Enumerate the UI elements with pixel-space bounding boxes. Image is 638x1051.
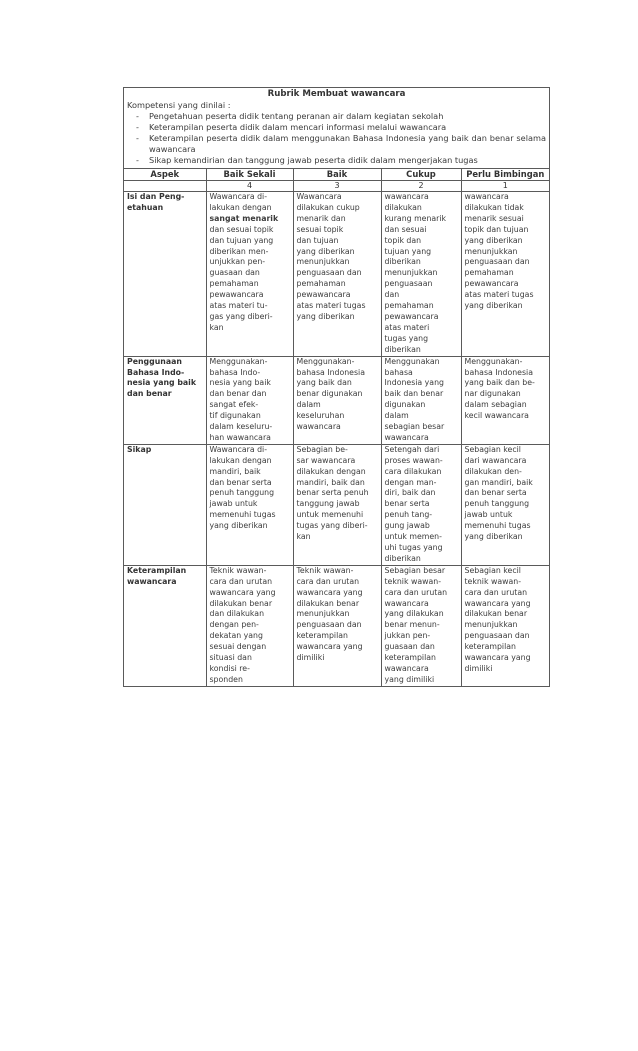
cell-line: pewawancara	[296, 290, 351, 300]
cell-line: wawancara yang	[296, 642, 363, 652]
row-isi-pengetahuan	[124, 192, 549, 357]
cell-line: dalam sebagian	[464, 400, 527, 410]
cell-line: Teknik wawan-	[296, 565, 354, 575]
cell-baik-sekali	[206, 444, 293, 565]
cell-line: wawancara yang	[464, 653, 531, 663]
cell-line: dilakukan den-	[464, 466, 522, 476]
cell-line: tugas yang diberi-	[296, 521, 368, 531]
cell-line: baik dan benar	[384, 389, 444, 399]
rubric-document	[123, 87, 550, 687]
cell-line: dimiliki	[296, 653, 325, 663]
cell-line: wawancara	[384, 192, 429, 201]
cell-line: atas materi tu-	[209, 301, 268, 311]
cell-line: benar serta	[384, 499, 430, 509]
cell-line: Wawancara di-	[209, 444, 268, 454]
cell-baik-sekali	[206, 192, 293, 357]
score-row	[124, 181, 549, 192]
aspect-cell	[124, 444, 206, 565]
cell-line: bahasa	[384, 367, 413, 377]
competency-item: - Keterampilan peserta didik dalam menggunakan Bahasa Indonesia yang baik dan benar selama wawancara	[127, 133, 546, 155]
cell-line: dilakukan	[384, 202, 422, 212]
cell-baik-sekali	[206, 356, 293, 444]
cell-line: menarik dan	[296, 213, 346, 223]
cell-line: Teknik wawan-	[209, 565, 267, 575]
cell-line: yang diberikan	[296, 311, 355, 321]
score-1: 1	[461, 181, 549, 192]
cell-line: yang diberikan	[296, 246, 355, 256]
cell-line: dekatan yang	[209, 631, 263, 641]
competency-item: - Sikap kemandirian dan tanggung jawab peserta didik dalam mengerjakan tugas	[127, 155, 546, 166]
cell-line: keterampilan	[464, 642, 516, 652]
cell-line: untuk memen-	[384, 532, 442, 542]
cell-line: menunjukkan	[296, 609, 350, 619]
cell-line: yang dimiliki	[384, 674, 435, 684]
cell-line: dilakukan tidak	[464, 202, 524, 212]
cell-line: sesuai dengan	[209, 642, 267, 652]
cell-line: pemahaman	[296, 279, 346, 289]
aspect-line: Penggunaan	[127, 356, 182, 366]
cell-line: cara dan urutan	[296, 576, 360, 586]
cell-perlu-bimbingan	[461, 444, 549, 565]
cell-line: Sebagian besar	[384, 565, 446, 575]
cell-line: menarik sesuai	[464, 213, 524, 223]
cell-line: situasi dan	[209, 653, 252, 663]
rubric-body	[124, 192, 549, 686]
cell-line: Menggunakan-	[464, 356, 523, 366]
cell-line: penuh tang-	[384, 510, 433, 520]
aspect-cell	[124, 356, 206, 444]
cell-line: penguasaan dan	[464, 631, 530, 641]
cell-line: penguasaan dan	[296, 620, 362, 630]
competency-item: - Keterampilan peserta didik dalam mencari informasi melalui wawancara	[127, 122, 546, 133]
cell-line: wawancara	[384, 432, 429, 442]
cell-baik	[293, 192, 381, 357]
cell-line: topik dan	[384, 235, 422, 245]
document-title: Rubrik Membuat wawancara	[267, 89, 406, 99]
cell-baik	[293, 565, 381, 685]
cell-line: Menggunakan-	[209, 356, 268, 366]
aspect-line: dan benar	[127, 389, 172, 399]
header-perlu-bimbingan: Perlu Bimbingan	[461, 169, 549, 181]
cell-line: dengan man-	[384, 477, 437, 487]
cell-line: dari wawancara	[464, 455, 527, 465]
row-keterampilan-wawancara	[124, 565, 549, 685]
cell-line: Sebagian be-	[296, 444, 348, 454]
cell-line: dalam keseluru-	[209, 422, 273, 432]
cell-line: yang diberikan	[464, 301, 523, 311]
cell-line: Menggunakan	[384, 356, 440, 366]
cell-line: nar digunakan	[464, 389, 521, 399]
aspect-line: nesia yang baik	[127, 378, 197, 388]
cell-line: kondisi re-	[209, 663, 250, 673]
cell-line: benar serta penuh	[296, 488, 369, 498]
cell-line: yang diberikan	[209, 521, 268, 531]
cell-line: diberikan	[384, 257, 421, 267]
cell-line: cara dan urutan	[464, 587, 528, 597]
header-cukup: Cukup	[381, 169, 461, 181]
score-4: 4	[206, 181, 293, 192]
cell-line: Sebagian kecil	[464, 565, 521, 575]
cell-line: sebagian besar	[384, 422, 445, 432]
cell-line: kecil wawancara	[464, 411, 529, 421]
cell-line: jawab untuk	[464, 510, 513, 520]
cell-line: keterampilan	[384, 653, 436, 663]
cell-line: bahasa Indo-	[209, 367, 261, 377]
cell-line: yang diberikan	[464, 235, 523, 245]
cell-line: benar digunakan	[296, 389, 363, 399]
cell-line: pemahaman	[464, 268, 514, 278]
cell-line: penguasaan	[384, 279, 433, 289]
cell-line: unjukkan pen-	[209, 257, 266, 267]
cell-line: wawancara	[296, 422, 341, 432]
cell-line: gung jawab	[384, 521, 430, 531]
cell-line: penguasaan dan	[296, 268, 362, 278]
cell-line: proses wawan-	[384, 455, 443, 465]
competency-item: - Pengetahuan peserta didik tentang peranan air dalam kegiatan sekolah	[127, 111, 546, 122]
cell-line: Setengah dari	[384, 444, 440, 454]
cell-line: dilakukan cukup	[296, 202, 360, 212]
cell-line: sangat efek-	[209, 400, 259, 410]
cell-line: wawancara yang	[296, 587, 363, 597]
cell-line: diberikan	[384, 344, 421, 354]
cell-line: diri, baik dan	[384, 488, 436, 498]
competency-list	[127, 111, 546, 166]
cell-line: dan tujuan	[296, 235, 339, 245]
cell-line: sangat menarik	[209, 213, 279, 223]
cell-perlu-bimbingan	[461, 565, 549, 685]
cell-line: cara dan urutan	[209, 576, 273, 586]
cell-line: untuk memenuhi	[296, 510, 364, 520]
cell-line: dalam	[296, 400, 321, 410]
row-sikap	[124, 444, 549, 565]
score-2: 2	[381, 181, 461, 192]
cell-line: dan sesuai topik	[209, 224, 274, 234]
cell-line: guasaan dan	[209, 268, 260, 278]
cell-line: keseluruhan	[296, 411, 345, 421]
cell-line: pewawancara	[209, 290, 264, 300]
cell-line: keterampilan	[296, 631, 348, 641]
aspect-line: Bahasa Indo-	[127, 367, 185, 377]
cell-line: pemahaman	[384, 301, 434, 311]
cell-cukup	[381, 444, 461, 565]
cell-perlu-bimbingan	[461, 192, 549, 357]
cell-line: mandiri, baik	[209, 466, 261, 476]
row-penggunaan-bahasa	[124, 356, 549, 444]
cell-line: dan sesuai	[384, 224, 427, 234]
cell-line: lakukan dengan	[209, 455, 272, 465]
cell-line: yang dilakukan	[384, 609, 444, 619]
aspect-line: Keterampilan	[127, 565, 187, 575]
cell-line: jukkan pen-	[384, 631, 431, 641]
cell-line: Menggunakan-	[296, 356, 355, 366]
aspect-cell	[124, 192, 206, 357]
cell-line: kan	[296, 532, 311, 542]
cell-line: menunjukkan	[296, 257, 350, 267]
cell-line: pemahaman	[209, 279, 259, 289]
cell-line: dilakukan benar	[209, 598, 273, 608]
cell-line: sesuai topik	[296, 224, 344, 234]
aspect-line: etahuan	[127, 202, 164, 212]
aspect-line: Sikap	[127, 444, 152, 454]
cell-line: diberikan	[384, 553, 421, 563]
cell-line: penuh tanggung	[209, 488, 275, 498]
cell-line: guasaan dan	[384, 642, 435, 652]
cell-line: memenuhi tugas	[209, 510, 276, 520]
aspect-cell	[124, 565, 206, 685]
cell-line: wawancara	[464, 192, 509, 201]
cell-line: lakukan dengan	[209, 202, 272, 212]
cell-line: cara dilakukan	[384, 466, 442, 476]
cell-line: yang baik dan	[296, 378, 352, 388]
cell-perlu-bimbingan	[461, 356, 549, 444]
cell-baik	[293, 444, 381, 565]
cell-line: han wawancara	[209, 432, 271, 442]
cell-line: benar menun-	[384, 620, 440, 630]
cell-line: sponden	[209, 674, 243, 684]
cell-line: memenuhi tugas	[464, 521, 531, 531]
cell-line: diberikan men-	[209, 246, 269, 256]
cell-line: wawancara yang	[209, 587, 276, 597]
cell-line: teknik wawan-	[384, 576, 442, 586]
cell-line: wawancara yang	[464, 598, 531, 608]
cell-line: bahasa Indonesia	[464, 367, 533, 377]
cell-line: yang baik dan be-	[464, 378, 535, 388]
header-baik-sekali: Baik Sekali	[206, 169, 293, 181]
cell-line: dan benar serta	[209, 477, 272, 487]
cell-line: pewawancara	[384, 311, 439, 321]
cell-line: dilakukan benar	[464, 609, 528, 619]
header-baik: Baik	[293, 169, 381, 181]
cell-line: kurang menarik	[384, 213, 447, 223]
cell-line: menunjukkan	[464, 246, 518, 256]
cell-line: Wawancara di-	[209, 192, 268, 201]
cell-line: bahasa Indonesia	[296, 367, 365, 377]
rubric-table	[124, 168, 549, 686]
cell-line: jawab untuk	[209, 499, 258, 509]
cell-line: atas materi tugas	[296, 301, 366, 311]
cell-cukup	[381, 356, 461, 444]
aspect-line: wawancara	[127, 576, 177, 586]
cell-line: cara dan urutan	[384, 587, 448, 597]
cell-line: wawancara	[384, 598, 429, 608]
score-empty-cell	[124, 181, 206, 192]
cell-line: digunakan	[384, 400, 426, 410]
header-aspect: Aspek	[124, 169, 206, 181]
cell-line: yang diberikan	[464, 532, 523, 542]
cell-line: dan benar serta	[464, 488, 527, 498]
cell-line: dan dilakukan	[209, 609, 265, 619]
cell-line: nesia yang baik	[209, 378, 271, 388]
aspect-line: Isi dan Peng-	[127, 192, 185, 201]
competency-label: Kompetensi yang dinilai :	[127, 100, 231, 110]
cell-line: dilakukan dengan	[296, 466, 366, 476]
cell-line: dilakukan benar	[296, 598, 360, 608]
cell-line: gas yang diberi-	[209, 311, 273, 321]
cell-baik	[293, 356, 381, 444]
cell-line: dengan pen-	[209, 620, 259, 630]
cell-line: menunjukkan	[464, 620, 518, 630]
cell-line: Sebagian kecil	[464, 444, 521, 454]
cell-line: penguasaan dan	[464, 257, 530, 267]
header-row	[124, 169, 549, 181]
cell-line: tif digunakan	[209, 411, 261, 421]
cell-line: dimiliki	[464, 663, 493, 673]
cell-line: tujuan yang	[384, 246, 432, 256]
competency-section	[124, 100, 549, 168]
cell-line: Indonesia yang	[384, 378, 444, 388]
cell-line: mandiri, baik dan	[296, 477, 365, 487]
cell-line: sar wawancara	[296, 455, 356, 465]
cell-line: dan benar dan	[209, 389, 267, 399]
cell-line: menunjukkan	[384, 268, 438, 278]
cell-line: tugas yang	[384, 333, 429, 343]
cell-line: uhi tugas yang	[384, 543, 443, 552]
cell-cukup	[381, 192, 461, 357]
cell-line: teknik wawan-	[464, 576, 522, 586]
cell-line: wawancara	[384, 663, 429, 673]
cell-cukup	[381, 565, 461, 685]
cell-line: atas materi	[384, 322, 430, 332]
cell-line: pewawancara	[464, 279, 519, 289]
cell-line: dan	[384, 290, 400, 300]
cell-line: Wawancara	[296, 192, 342, 201]
score-3: 3	[293, 181, 381, 192]
cell-line: dalam	[384, 411, 409, 421]
cell-line: kan	[209, 322, 224, 332]
cell-line: dan tujuan yang	[209, 235, 274, 245]
cell-line: penuh tanggung	[464, 499, 530, 509]
cell-line: tanggung jawab	[296, 499, 360, 509]
cell-line: topik dan tujuan	[464, 224, 529, 234]
cell-baik-sekali	[206, 565, 293, 685]
cell-line: gan mandiri, baik	[464, 477, 533, 487]
cell-line: atas materi tugas	[464, 290, 534, 300]
